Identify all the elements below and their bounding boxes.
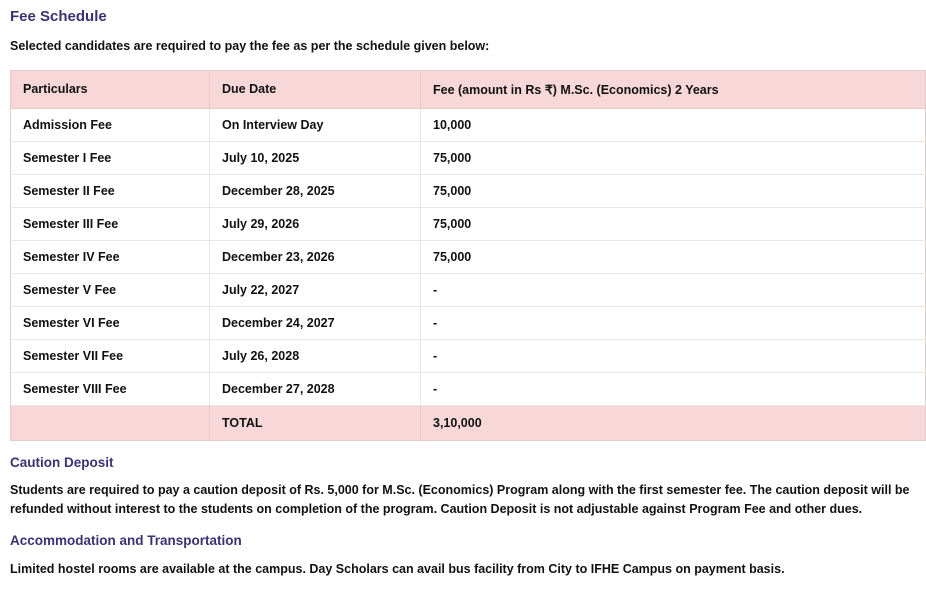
cell-total-fee: 3,10,000 [421, 405, 926, 440]
cell-particulars: Semester III Fee [11, 207, 210, 240]
table-row [11, 339, 926, 372]
cell-due-date: July 29, 2026 [210, 207, 421, 240]
cell-total-label: TOTAL [210, 405, 421, 440]
cell-fee: 75,000 [421, 174, 926, 207]
cell-particulars: Semester V Fee [11, 273, 210, 306]
cell-due-date: December 24, 2027 [210, 306, 421, 339]
cell-particulars: Semester VI Fee [11, 306, 210, 339]
table-row [11, 141, 926, 174]
page-title: Fee Schedule [10, 8, 107, 25]
cell-due-date: December 27, 2028 [210, 372, 421, 405]
accommodation-text: Limited hostel rooms are available at the campus. Day Scholars can avail bus facility from City to IFHE Campus on payment basis. [10, 561, 785, 576]
caution-deposit-section [10, 455, 916, 520]
cell-fee: - [421, 306, 926, 339]
cell-particulars: Semester I Fee [11, 141, 210, 174]
caution-deposit-text: Students are required to pay a caution deposit of Rs. 5,000 for M.Sc. (Economics) Program along with the first semester fee. The caution deposit will be refunded without interest to the students on completion of the program. Caution Deposit is not adjustable against Program Fee and other dues. [10, 482, 910, 517]
fee-schedule-intro: Selected candidates are required to pay the fee as per the schedule given below: [10, 39, 490, 53]
cell-total-blank [11, 405, 210, 440]
caution-deposit-heading: Caution Deposit [10, 454, 114, 470]
cell-due-date: December 23, 2026 [210, 240, 421, 273]
accommodation-section [10, 533, 916, 579]
table-total-row [11, 405, 926, 440]
table-row [11, 240, 926, 273]
cell-fee: - [421, 273, 926, 306]
cell-fee: - [421, 372, 926, 405]
column-header-due-date: Due Date [210, 70, 421, 108]
table-row [11, 306, 926, 339]
table-row [11, 108, 926, 141]
table-header [11, 70, 926, 108]
cell-due-date: December 28, 2025 [210, 174, 421, 207]
cell-particulars: Semester II Fee [11, 174, 210, 207]
cell-fee: 75,000 [421, 207, 926, 240]
cell-fee: 75,000 [421, 240, 926, 273]
cell-due-date: July 10, 2025 [210, 141, 421, 174]
cell-particulars: Semester IV Fee [11, 240, 210, 273]
cell-fee: 75,000 [421, 141, 926, 174]
table-row [11, 174, 926, 207]
cell-due-date: July 22, 2027 [210, 273, 421, 306]
table-row [11, 273, 926, 306]
table-row [11, 372, 926, 405]
cell-due-date: On Interview Day [210, 108, 421, 141]
table-header-row [11, 70, 926, 108]
cell-fee: 10,000 [421, 108, 926, 141]
cell-particulars: Admission Fee [11, 108, 210, 141]
column-header-particulars: Particulars [11, 70, 210, 108]
table-row [11, 207, 926, 240]
cell-particulars: Semester VIII Fee [11, 372, 210, 405]
cell-fee: - [421, 339, 926, 372]
fee-schedule-table [10, 70, 926, 441]
accommodation-heading: Accommodation and Transportation [10, 533, 242, 549]
column-header-fee: Fee (amount in Rs ₹) M.Sc. (Economics) 2 Years [421, 70, 926, 108]
table-body [11, 108, 926, 440]
cell-due-date: July 26, 2028 [210, 339, 421, 372]
cell-particulars: Semester VII Fee [11, 339, 210, 372]
